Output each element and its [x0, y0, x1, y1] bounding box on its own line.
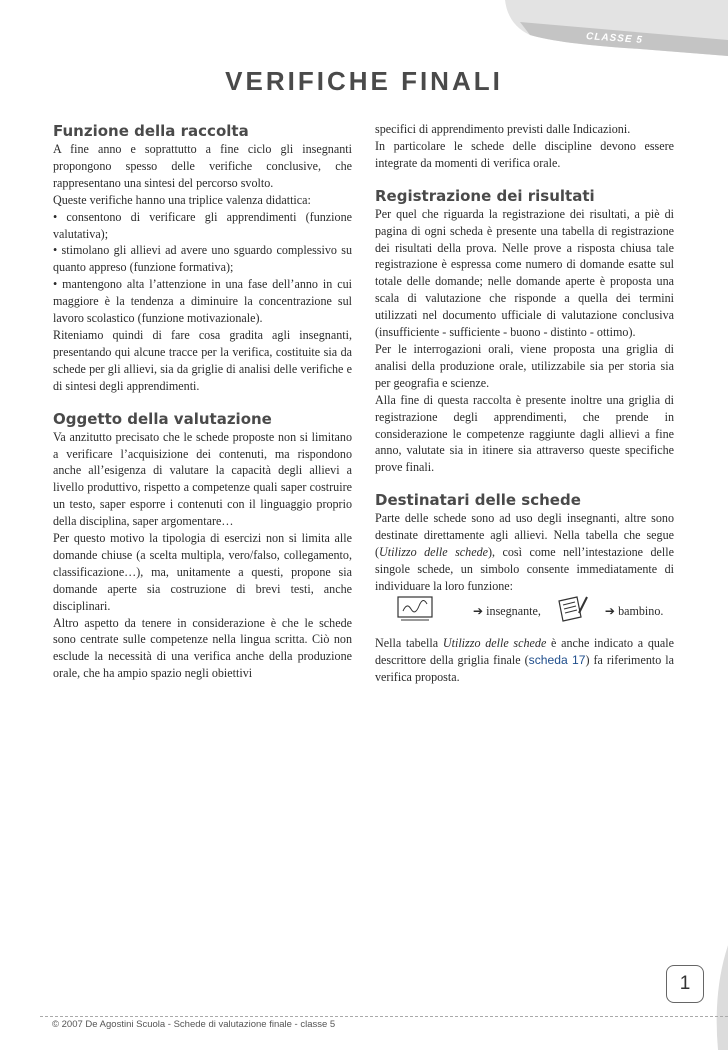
- paragraph-text: • consentono di verificare gli apprendimenti (funzione valutativa);: [53, 209, 352, 241]
- table-title-italic: Utilizzo delle schede: [379, 545, 488, 560]
- paragraph: [375, 138, 674, 172]
- paragraph: [375, 121, 674, 138]
- footer-copyright: © 2007 De Agostini Scuola - Schede di valutazione finale - classe 5: [52, 1019, 336, 1030]
- paragraph-text: Riteniamo quindi di fare cosa gradita agli insegnanti, presentando qui alcune tracce per la verifica, costituite sia da schede per gli allievi, sia da griglie di analisi delle verifiche e di sintesi degli apprendimenti.: [53, 327, 352, 393]
- paragraph-text: ) fa riferimento la verifica proposta.: [375, 652, 675, 684]
- paragraph: [375, 341, 674, 392]
- teacher-label: ➔ insegnante,: [473, 604, 541, 619]
- paragraph-text: • stimolano gli allievi ad avere uno sguardo complessivo su quanto appreso (funzione formativa);: [53, 243, 352, 275]
- paragraph: [53, 209, 352, 243]
- paragraph: [53, 242, 352, 276]
- scheda-reference: scheda 17: [528, 652, 586, 667]
- paragraph-text: Per quel che riguarda la registrazione dei risultati, a piè di pagina di ogni scheda è presente una tabella di registrazione dei risultati della prova. Nelle prove a risposta chiusa tale registrazione è espressa come numero di domande esatte sul totale delle domande; nelle domande aperte è proposta una scala di valutazione che risponde a quella dei termini utilizzati nel documento ufficiale di valutazione conclusiva (insufficiente - sufficiente - buono - distinto - ottimo).: [375, 206, 674, 340]
- left-column: [53, 121, 352, 682]
- paragraph-text: specifici di apprendimento previsti dalle Indicazioni.: [375, 122, 631, 136]
- class-label: CLASSE 5: [585, 31, 644, 46]
- section-heading: Funzione della raccolta: [53, 122, 249, 140]
- paragraph-text: • mantengono alta l’attenzione in una fase dell’anno in cui maggiore è la tendenza a diminuire la concentrazione sul lavoro scolastico (funzione motivazionale).: [53, 277, 352, 326]
- paragraph-text: Per questo motivo la tipologia di esercizi non si limita alle domande chiuse (a scelta multipla, vero/falso, collegamento, classificazione…), ma, unitamente a questi, propone sia domande aperte sia costruzione di brevi testi, anche disciplinari.: [53, 531, 352, 613]
- paragraph: [53, 530, 352, 615]
- footer-divider: [40, 1016, 728, 1017]
- section-heading: Registrazione dei risultati: [375, 186, 595, 205]
- paragraph-text: Parte delle schede sono ad uso degli insegnanti, altre sono destinate direttamente agli allievi. Nella tabella che segue (: [375, 511, 674, 560]
- paragraph-text: Per le interrogazioni orali, viene proposta una griglia di analisi della produzione orale, utilizzabile sia per storia sia per geografia e scienze.: [375, 341, 674, 390]
- section-gap: [375, 476, 674, 490]
- symbol-legend: [397, 597, 674, 627]
- table-title-italic: Utilizzo delle schede: [442, 635, 547, 650]
- paragraph-text: ), così come nell’intestazione delle singole schede, un simbolo consente immediatamente di individuare la loro funzione:: [375, 545, 674, 593]
- child-label: ➔ bambino.: [604, 604, 664, 619]
- child-icon: [555, 595, 589, 628]
- paragraph: [53, 276, 352, 327]
- header-band: [0, 0, 728, 62]
- paragraph-text: Nella tabella: [375, 635, 443, 650]
- paragraph-text: Altro aspetto da tenere in considerazione è che le schede sono centrate sulle competenze nella lingua scritta. Ciò non esclude la necessità di una verifica anche della produzione orale, che ha ampio spazio negli obiettivi: [53, 615, 352, 681]
- paragraph-text: A fine anno e soprattutto a fine ciclo gli insegnanti propongono spesso delle verifiche conclusive, che rappresentano una sintesi del percorso svolto.: [53, 142, 352, 190]
- paragraph: [53, 429, 352, 530]
- section-heading: Destinatari delle schede: [375, 491, 581, 510]
- paragraph: [53, 192, 352, 209]
- paragraph: [53, 615, 352, 683]
- paragraph: [375, 206, 674, 341]
- section-gap: [53, 395, 352, 409]
- paragraph: [53, 141, 352, 192]
- paragraph: [375, 510, 674, 595]
- teacher-icon: [397, 596, 433, 627]
- paragraph-text: Alla fine di questa raccolta è presente inoltre una griglia di registrazione degli apprendimenti, che prende in considerazione le competenze raggiunte dagli allievi a fine anno, valutate sia in itinere sia attraverso queste specifiche prove finali.: [375, 392, 674, 475]
- section-gap: [375, 172, 674, 186]
- paragraph-text: Va anzitutto precisato che le schede proposte non si limitano a verificare l’acquisizione dei contenuti, ma rispondono anche all’esigenza di valutare la capacità degli allievi a livello produttivo, rispetto a competenze quali saper costruire un testo, saper esporre i contenuti con il linguaggio proprio della disciplina, saper argomentare…: [53, 429, 352, 529]
- paragraph-text: In particolare le schede delle discipline devono essere integrate da momenti di verifica orale.: [375, 138, 674, 170]
- page-number: 1: [666, 965, 704, 1003]
- paragraph-text: Queste verifiche hanno una triplice valenza didattica:: [53, 192, 311, 207]
- paragraph-text: è anche indicato a quale descrittore della griglia finale (: [375, 635, 675, 667]
- paragraph: [375, 635, 674, 686]
- page-title: VERIFICHE FINALI: [225, 66, 503, 96]
- paragraph: [53, 327, 352, 395]
- paragraph: [375, 392, 674, 477]
- section-heading: Oggetto della valutazione: [53, 409, 272, 428]
- right-column: [375, 121, 674, 685]
